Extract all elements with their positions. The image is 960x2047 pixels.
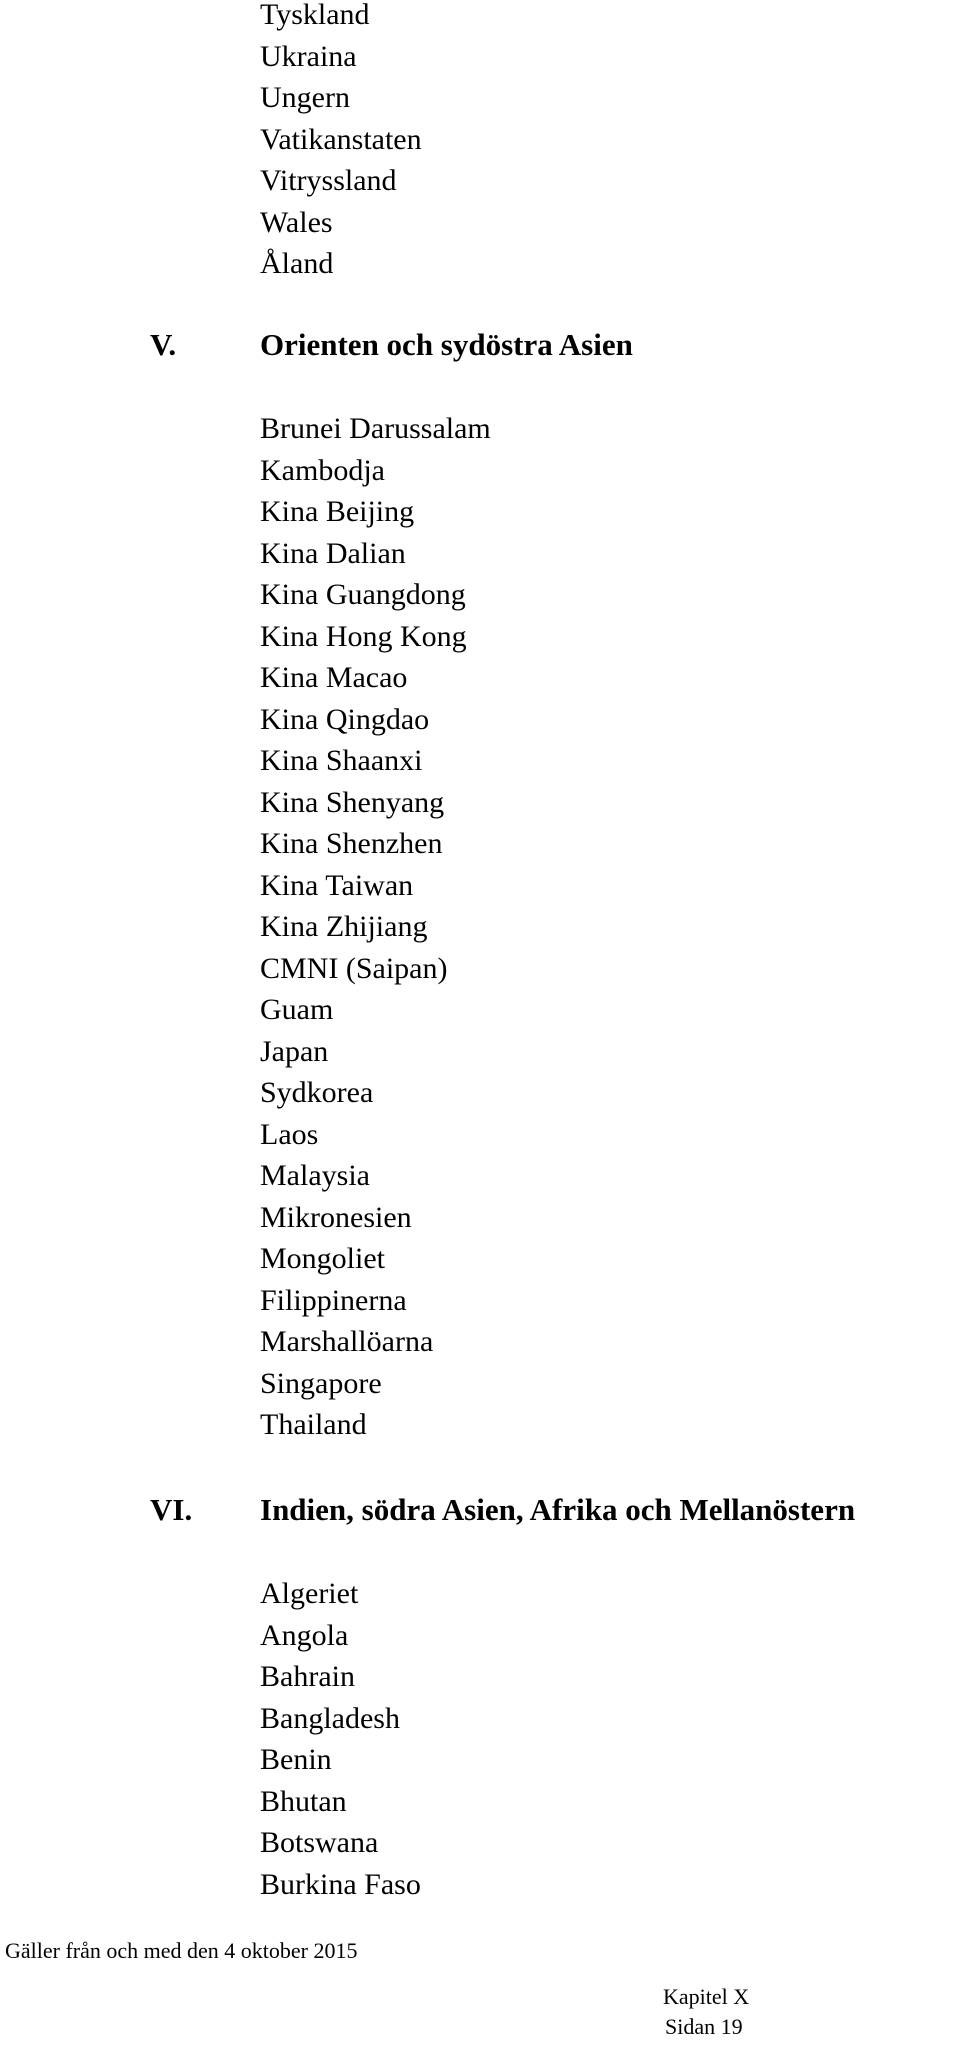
footer-page-number: Sidan 19 — [665, 2014, 743, 2039]
list-item: Filippinerna — [260, 1283, 407, 1317]
section-number: V. — [150, 327, 177, 362]
list-item: Guam — [260, 993, 334, 1026]
list-item: Brunei Darussalam — [260, 412, 491, 445]
list-item: Angola — [260, 1618, 349, 1652]
country-list-top — [260, 0, 422, 285]
country-list-section-vi — [260, 1573, 421, 1905]
list-item: Kina Zhijiang — [260, 910, 428, 943]
list-item: Kina Shenzhen — [260, 827, 443, 860]
list-item: Kina Dalian — [260, 536, 406, 570]
list-item: Algeriet — [260, 1577, 359, 1610]
list-item: Kina Beijing — [260, 495, 415, 528]
list-item: Wales — [260, 205, 333, 239]
list-item: Mikronesien — [260, 1200, 412, 1234]
list-item: Burkina Faso — [260, 1867, 421, 1901]
footer-chapter: Kapitel X — [663, 1984, 750, 2009]
list-item: Kina Shaanxi — [260, 744, 423, 777]
list-item: Tyskland — [260, 0, 370, 31]
list-item: Botswana — [260, 1826, 379, 1859]
footer-valid-from: Gäller från och med den 4 oktober 2015 — [5, 1938, 358, 1963]
list-item: Marshallöarna — [260, 1325, 434, 1358]
list-item: Bangladesh — [260, 1701, 400, 1735]
list-item: Kina Taiwan — [260, 868, 414, 902]
section-title: Indien, södra Asien, Afrika och Mellanöstern — [260, 1492, 856, 1527]
list-item: Vatikanstaten — [260, 122, 422, 156]
country-list-section-v — [260, 408, 491, 1446]
list-item: Thailand — [260, 1408, 367, 1441]
list-item: Mongoliet — [260, 1242, 385, 1275]
list-item: Bhutan — [260, 1784, 347, 1818]
list-item: Kambodja — [260, 453, 385, 487]
list-item: Ungern — [260, 81, 350, 114]
list-item: Laos — [260, 1117, 319, 1151]
list-item: Singapore — [260, 1366, 382, 1400]
list-item: CMNI (Saipan) — [260, 951, 448, 985]
list-item: Kina Shenyang — [260, 785, 445, 819]
list-item: Bahrain — [260, 1660, 355, 1693]
section-title: Orienten och sydöstra Asien — [260, 327, 633, 362]
list-item: Kina Guangdong — [260, 578, 466, 611]
list-item: Åland — [260, 247, 334, 280]
list-item: Sydkorea — [260, 1076, 374, 1109]
section-number: VI. — [150, 1492, 193, 1527]
list-item: Ukraina — [260, 39, 357, 73]
list-item: Vitryssland — [260, 164, 397, 197]
list-item: Kina Qingdao — [260, 702, 430, 736]
list-item: Malaysia — [260, 1159, 370, 1192]
list-item: Kina Hong Kong — [260, 619, 467, 653]
list-item: Benin — [260, 1743, 332, 1776]
list-item: Kina Macao — [260, 661, 408, 694]
list-item: Japan — [260, 1034, 329, 1068]
